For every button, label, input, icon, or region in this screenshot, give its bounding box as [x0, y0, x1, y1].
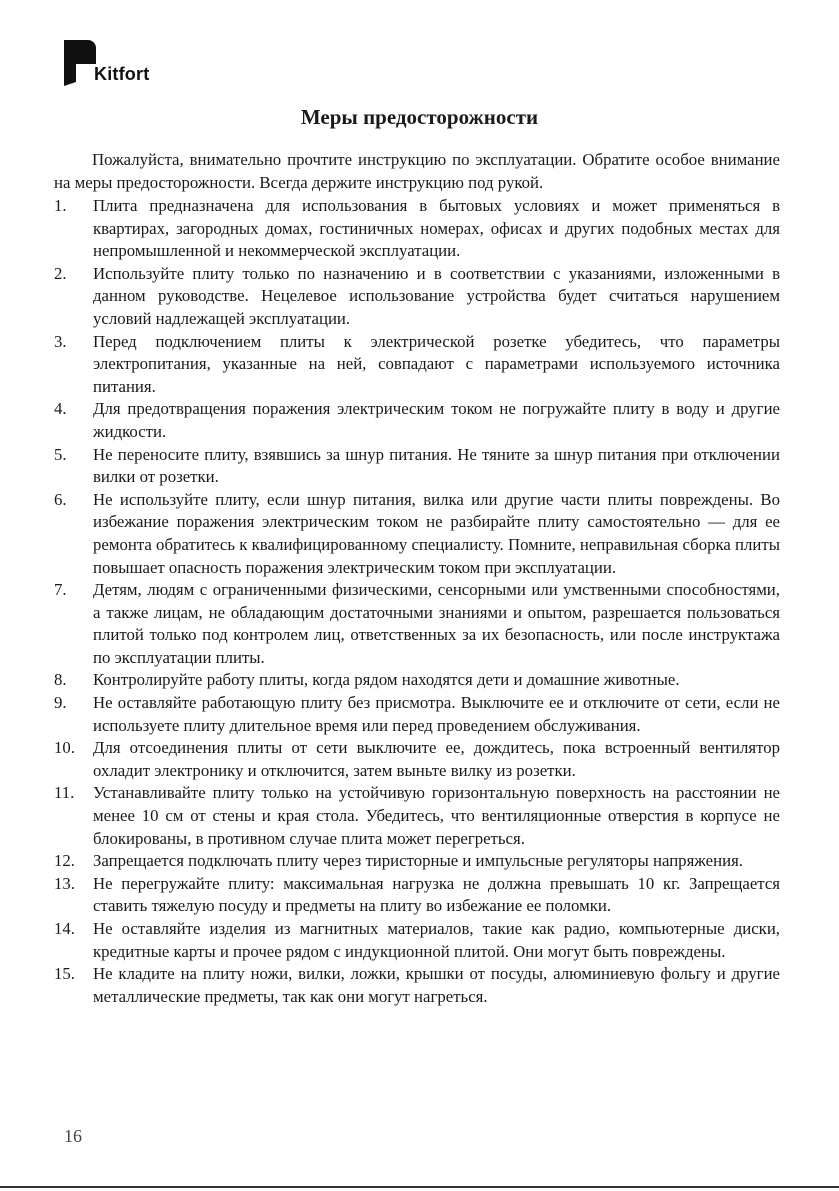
- page-title: Меры предосторожности: [300, 105, 539, 129]
- list-item-number: 3.: [54, 331, 67, 351]
- list-item-text: Не кладите на плиту ножи, вилки, ложки, крышки от посуды, алюминиевую фольгу и другие металлические предметы, так как они могут нагреться.: [93, 964, 780, 1006]
- list-item-number: 6.: [54, 489, 67, 509]
- list-item-number: 14.: [54, 919, 75, 938]
- page-number: 16: [64, 1126, 82, 1146]
- list-item-text: Не переносите плиту, взявшись за шнур питания. Не тяните за шнур питания при отключении вилки от розетки.: [93, 444, 780, 487]
- list-item-number: 2.: [54, 263, 67, 283]
- list-item: [54, 850, 780, 873]
- list-item-number: 15.: [54, 964, 75, 984]
- list-item: [54, 918, 780, 963]
- list-item: [54, 692, 780, 737]
- brand-logo: [64, 38, 184, 88]
- list-item-text: Плита предназначена для использования в бытовых условиях и может применяться в квартирах, загородных домах, гостиничных номерах, офисах и других подобных местах для непромышленной и некоммерческой эксплуатации.: [93, 196, 780, 261]
- list-item-number: 7.: [54, 580, 67, 600]
- kitfort-logo-icon: [64, 40, 96, 86]
- list-item-text: Не перегружайте плиту: максимальная нагрузка не должна превышать 10 кг. Запрещается ставить тяжелую посуду и предметы на плиту во избежание ее поломки.: [93, 873, 780, 916]
- list-item: [54, 331, 780, 399]
- list-item: [54, 963, 780, 1008]
- list-item-text: Не оставляйте работающую плиту без присмотра. Выключите ее и отключите от сети, если не используете плиту длительное время или перед проведением обслуживания.: [93, 693, 780, 735]
- list-item-text: Запрещается подключать плиту через тиристорные и импульсные регуляторы напряжения.: [93, 851, 743, 871]
- list-item: [54, 444, 780, 489]
- list-item: [54, 782, 780, 850]
- list-item-text: Для отсоединения плиты от сети выключите ее, дождитесь, пока встроенный вентилятор охладит электронику и отключится, затем выньте вилку из розетки.: [93, 738, 780, 780]
- list-item: [54, 398, 780, 443]
- list-item-number: 11.: [54, 783, 75, 803]
- list-item: [54, 579, 780, 669]
- safety-list: [54, 195, 780, 1008]
- list-item-number: 5.: [54, 444, 67, 464]
- list-item-text: Для предотвращения поражения электрическим током не погружайте плиту в воду и другие жидкости.: [93, 399, 780, 441]
- list-item-number: 9.: [54, 693, 67, 713]
- brand-name: Kitfort: [94, 64, 150, 84]
- list-item: [54, 669, 780, 692]
- list-item: [54, 873, 780, 918]
- intro-paragraph: Пожалуйста, внимательно прочтите инструкцию по эксплуатации. Обратите особое внимание на меры предосторожности. Всегда держите инструкцию под рукой.: [54, 150, 780, 192]
- list-item-number: 10.: [54, 738, 75, 758]
- list-item-text: Контролируйте работу плиты, когда рядом находятся дети и домашние животные.: [93, 670, 680, 690]
- list-item-number: 1.: [54, 196, 67, 215]
- list-item: [54, 737, 780, 782]
- list-item-text: Перед подключением плиты к электрической розетке убедитесь, что параметры электропитания, указанные на ней, совпадают с параметрами используемого источника питания.: [93, 331, 780, 396]
- list-item-number: 8.: [54, 670, 67, 690]
- list-item: [54, 489, 780, 579]
- list-item-number: 4.: [54, 399, 67, 419]
- list-item-number: 12.: [54, 851, 75, 871]
- list-item-text: Детям, людям с ограниченными физическими, сенсорными или умственными способностями, а также лицам, не обладающим достаточными знаниями и опытом, разрешается пользоваться плитой только под контролем лиц, ответственных за их безопасность, или после инструктажа по эксплуатации плиты.: [93, 580, 780, 667]
- list-item-text: Устанавливайте плиту только на устойчивую горизонтальную поверхность на расстоянии не менее 10 см от стены и края стола. Убедитесь, что вентиляционные отверстия в корпусе не блокированы, в противном случае плита может перегреться.: [93, 783, 780, 848]
- list-item-text: Не используйте плиту, если шнур питания, вилка или другие части плиты повреждены. Во избежание поражения электрическим током не разбирайте плиту самостоятельно — для ее ремонта обратитесь к квалифицированному специалисту. Помните, неправильная сборка плиты повышает опасность поражения электрическим током при эксплуатации.: [93, 489, 780, 577]
- list-item: [54, 195, 780, 263]
- list-item-text: Используйте плиту только по назначению и в соответствии с указаниями, изложенными в данном руководстве. Нецелевое использование устройства будет считаться нарушением условий надлежащей эксплуатации.: [93, 263, 780, 328]
- bottom-rule: [0, 1186, 839, 1188]
- list-item-number: 13.: [54, 873, 75, 893]
- list-item-text: Не оставляйте изделия из магнитных материалов, такие как радио, компьютерные диски, кредитные карты и прочее рядом с индукционной плитой. Они могут быть повреждены.: [93, 919, 780, 961]
- list-item: [54, 263, 780, 331]
